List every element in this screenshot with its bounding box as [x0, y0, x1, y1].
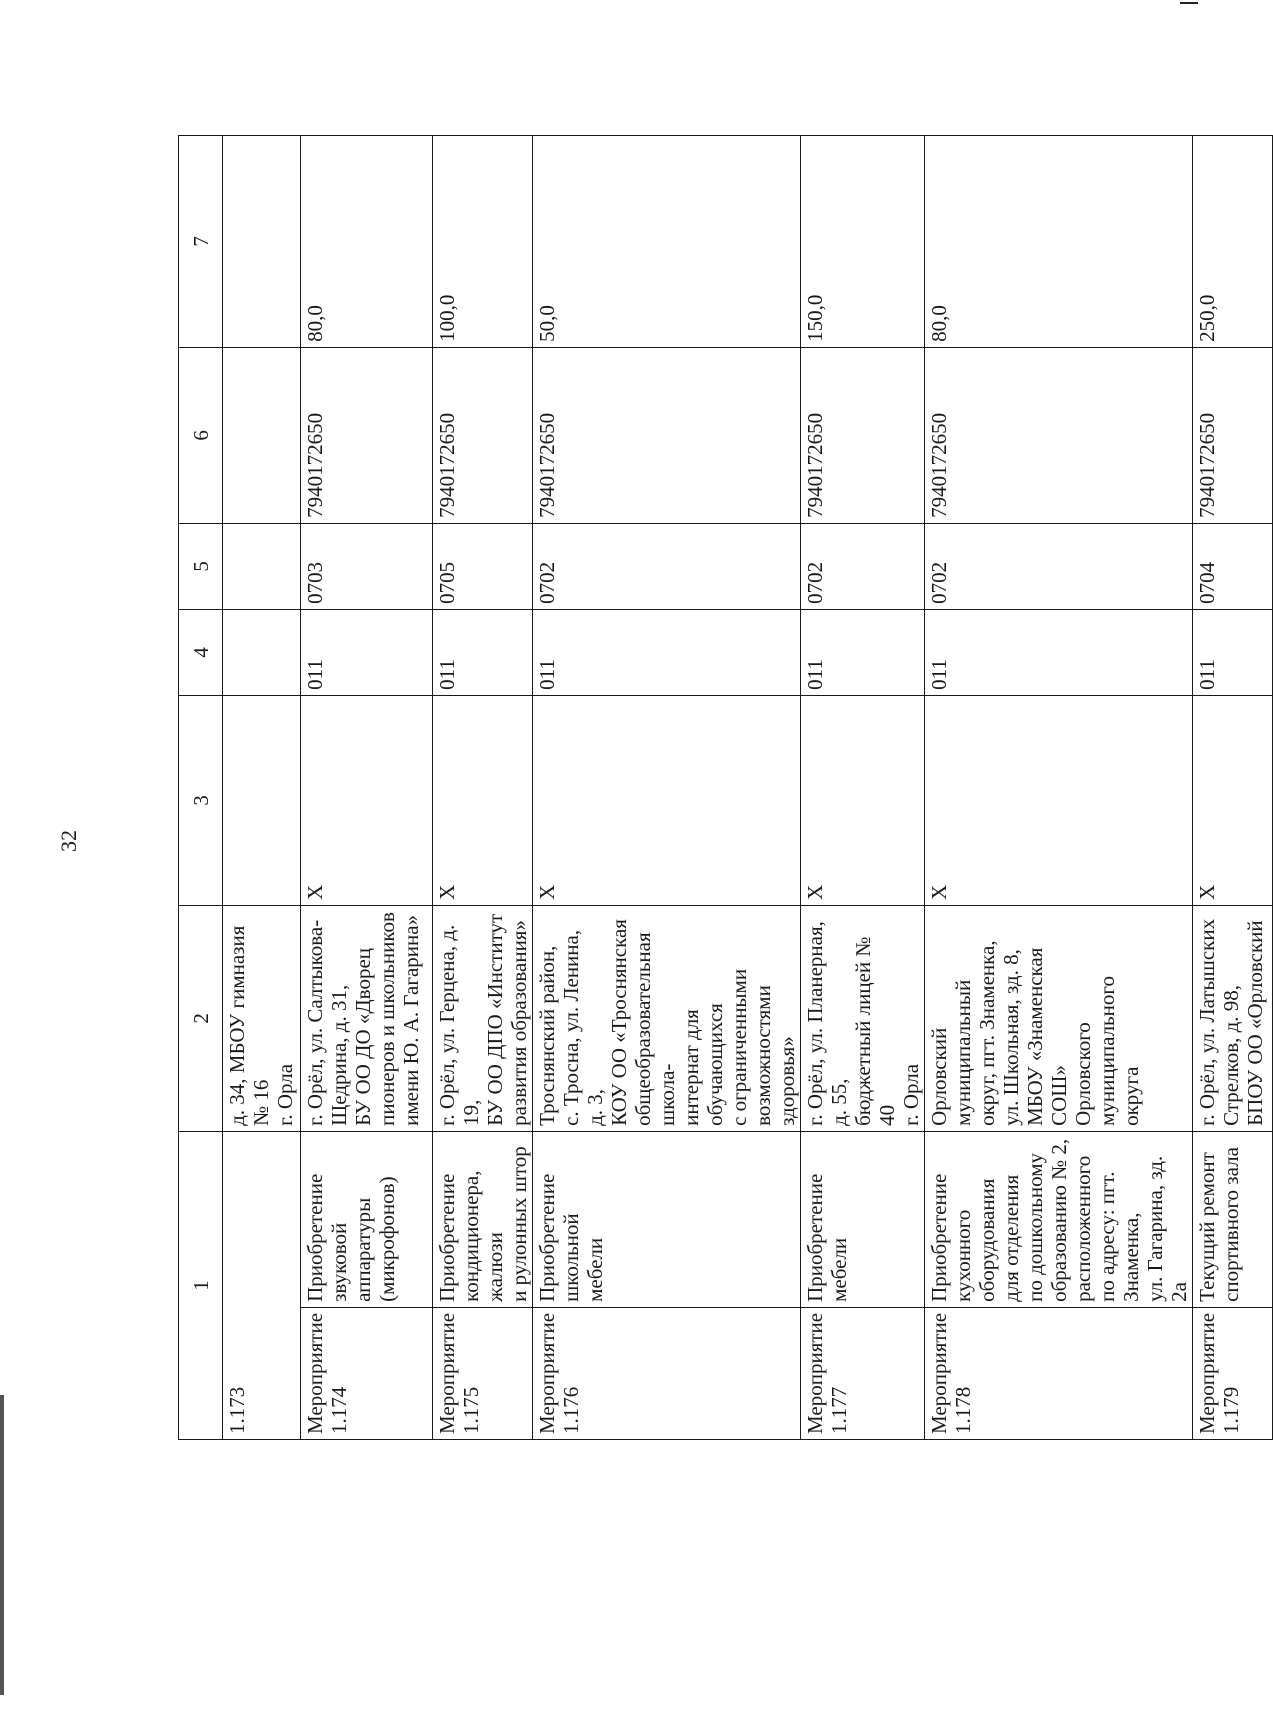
event-cell: Мероприятие 1.175: [433, 1307, 533, 1439]
address-cell: г. Орёл, ул. Герцена, д. 19, БУ ОО ДПО «Институт развития образования»: [433, 905, 533, 1131]
header-cell: 6: [179, 347, 223, 523]
col4-cell: 011: [925, 609, 1193, 695]
col5-cell: 0703: [301, 523, 433, 609]
header-cell: 5: [179, 523, 223, 609]
address-cell: г. Орёл, ул. Латышских Стрелков, д. 98, БПОУ ОО «Орловский: [1193, 905, 1273, 1131]
col7-cell: 50,0: [533, 135, 801, 347]
table-header-row: [179, 135, 223, 1439]
table-row: [801, 135, 925, 1439]
col5-cell: 0704: [1193, 523, 1273, 609]
address-cell: г. Орёл, ул. Салтыкова- Щедрина, д. 31, БУ ОО ДО «Дворец пионеров и школьников имени Ю. А. Гагарина»: [301, 905, 433, 1131]
address-cell: г. Орёл, ул. Планерная, д. 55, бюджетный лицей № 40 г. Орла: [801, 905, 925, 1131]
table-row: [433, 135, 533, 1439]
col3-cell: Х: [1193, 695, 1273, 905]
col3-cell: Х: [925, 695, 1193, 905]
description-cell: Приобретение звуковой аппаратуры (микрофонов): [301, 1131, 433, 1307]
description-cell: Приобретение кондиционера, жалюзи и рулонных штор: [433, 1131, 533, 1307]
col4-cell: 011: [301, 609, 433, 695]
col7-cell: 250,0: [1193, 135, 1273, 347]
col5-cell: 0702: [533, 523, 801, 609]
col5-cell: 0702: [801, 523, 925, 609]
table-row: [533, 135, 801, 1439]
col4-cell: [223, 609, 301, 695]
col6-cell: 7940172650: [801, 347, 925, 523]
col7-cell: 80,0: [301, 135, 433, 347]
col3-cell: Х: [801, 695, 925, 905]
page-number: 32: [56, 830, 81, 852]
col7-cell: 80,0: [925, 135, 1193, 347]
table-row: [925, 135, 1193, 1439]
col3-cell: Х: [533, 695, 801, 905]
col3-cell: [223, 695, 301, 905]
col3-cell: Х: [433, 695, 533, 905]
event-cell: Мероприятие 1.174: [301, 1307, 433, 1439]
col5-cell: 0705: [433, 523, 533, 609]
col7-cell: 100,0: [433, 135, 533, 347]
event-cell: Мероприятие 1.178: [925, 1307, 1193, 1439]
table-row: [1193, 135, 1273, 1439]
description-cell: Приобретение школьной мебели: [533, 1131, 801, 1307]
event-cell: Мероприятие 1.177: [801, 1307, 925, 1439]
col4-cell: 011: [533, 609, 801, 695]
event-cell: 1.173: [223, 1131, 301, 1439]
address-cell: д. 34, МБОУ гимназия № 16 г. Орла: [223, 905, 301, 1131]
description-cell: Приобретение мебели: [801, 1131, 925, 1307]
col4-cell: 011: [801, 609, 925, 695]
data-table: [178, 135, 1273, 1440]
col6-cell: 7940172650: [533, 347, 801, 523]
table-row: [223, 135, 301, 1439]
description-cell: Текущий ремонт спортивного зала: [1193, 1131, 1273, 1307]
header-cell: 3: [179, 695, 223, 905]
event-cell: Мероприятие 1.176: [533, 1307, 801, 1439]
col6-cell: [223, 347, 301, 523]
table-row: [301, 135, 433, 1439]
header-cell: 7: [179, 135, 223, 347]
address-cell: Орловский муниципальный округ, пгт. Знаменка, ул. Школьная, зд. 8, МБОУ «Знаменская СОШ» Орловского муниципального округа: [925, 905, 1193, 1131]
col4-cell: 011: [433, 609, 533, 695]
col5-cell: [223, 523, 301, 609]
col4-cell: 011: [1193, 609, 1273, 695]
col7-cell: [223, 135, 301, 347]
col6-cell: 7940172650: [925, 347, 1193, 523]
event-cell: Мероприятие 1.179: [1193, 1307, 1273, 1439]
col5-cell: 0702: [925, 523, 1193, 609]
header-cell: 4: [179, 609, 223, 695]
description-cell: Приобретение кухонного оборудования для отделения по дошкольному образованию № 2, расположенного по адресу: пгт. Знаменка, ул. Гагарина, зд. 2а: [925, 1131, 1193, 1307]
col6-cell: 7940172650: [433, 347, 533, 523]
header-cell: 2: [179, 905, 223, 1131]
col6-cell: 7940172650: [1193, 347, 1273, 523]
col6-cell: 7940172650: [301, 347, 433, 523]
col7-cell: 150,0: [801, 135, 925, 347]
col3-cell: Х: [301, 695, 433, 905]
header-cell: 1: [179, 1131, 223, 1439]
address-cell: Троснянский район, с. Тросна, ул. Ленина, д. 3, КОУ ОО «Троснянская общеобразовательная школа- интернат для обучающихся с ограниченными возможностями здоровья»: [533, 905, 801, 1131]
